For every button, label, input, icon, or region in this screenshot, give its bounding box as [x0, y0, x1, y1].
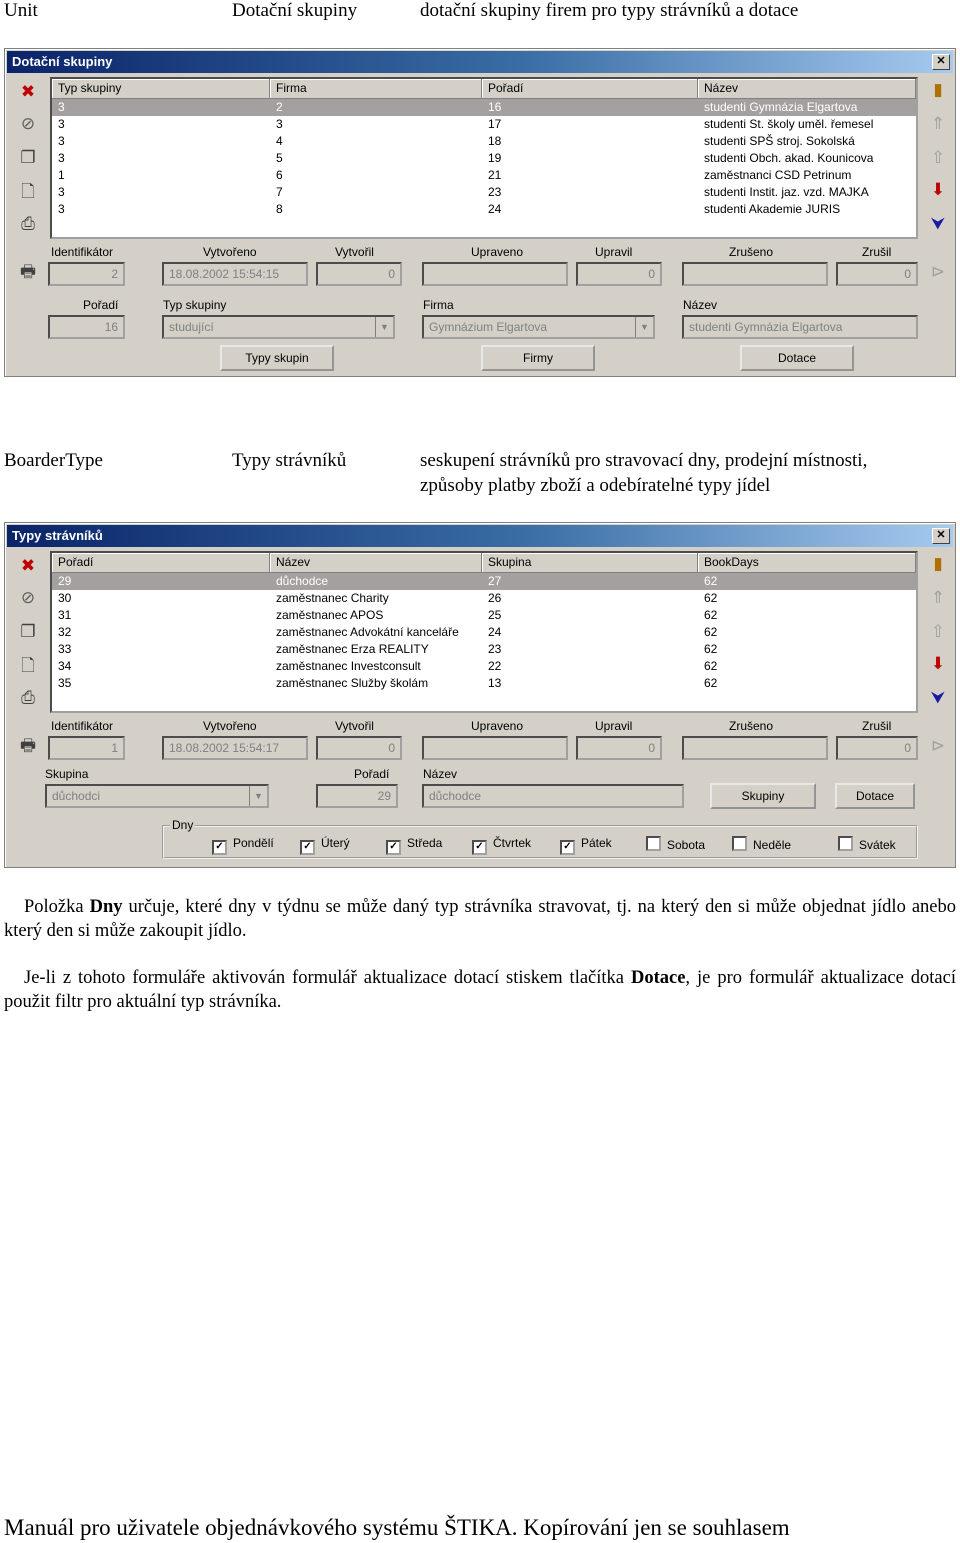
paragraph-text: , je pro formulář aktualizace dotací použit filtr pro aktuální typ strávníka. — [4, 968, 956, 1012]
table-cell: důchodce — [276, 574, 329, 588]
table-row[interactable] — [52, 675, 916, 692]
table-cell: 26 — [488, 591, 502, 605]
table-cell: 62 — [704, 642, 718, 656]
upravil-field[interactable]: 0 — [576, 736, 662, 760]
identifikator-field[interactable]: 1 — [48, 736, 125, 760]
table-cell: 17 — [488, 117, 502, 131]
table-cell: 62 — [704, 608, 718, 622]
delete-icon[interactable]: ✖ — [20, 556, 36, 575]
title-bar — [7, 51, 953, 73]
table-row[interactable] — [52, 150, 916, 167]
delete-icon[interactable]: ✖ — [20, 82, 36, 101]
table-cell: 13 — [488, 676, 502, 690]
firmy-button[interactable]: Firmy — [481, 345, 595, 371]
column-header[interactable]: Pořadí — [52, 553, 270, 573]
print-icon[interactable]: 🖶 — [19, 736, 37, 755]
section-description-line1: seskupení strávníků pro stravovací dny, prodejní místnosti, — [420, 450, 868, 471]
table-cell: 34 — [58, 659, 72, 673]
table-cell: 3 — [58, 185, 65, 199]
table-cell: 62 — [704, 625, 718, 639]
next-icon[interactable]: ⬇ — [930, 180, 946, 199]
table-cell: zaměstnanec Advokátní kanceláře — [276, 625, 459, 639]
page-footer: Manuál pro uživatele objednávkového systému ŠTIKA. Kopírování jen se souhlasem — [4, 1515, 790, 1540]
table-cell: zaměstnanec APOS — [276, 608, 384, 622]
label-nazev: Název — [423, 767, 458, 781]
vytvoreno-field[interactable]: 18.08.2002 15:54:17 — [162, 736, 308, 760]
table-cell: studenti St. školy uměl. řemesel — [704, 117, 874, 131]
skupina-combo[interactable] — [45, 784, 269, 808]
save-icon[interactable]: ⎙ — [21, 688, 35, 707]
paragraph-dny — [4, 895, 956, 943]
table-cell: 3 — [58, 117, 65, 131]
dny-group — [162, 818, 918, 859]
section-name: Dotační skupiny — [232, 0, 358, 21]
table-cell: zaměstnanec Investconsult — [276, 659, 421, 673]
skupina-value: důchodci — [52, 789, 101, 803]
table-row[interactable] — [52, 607, 916, 624]
label-vytvoril: Vytvořil — [335, 245, 374, 259]
skupiny-button[interactable]: Skupiny — [710, 783, 816, 809]
label-upraveno: Upraveno — [471, 719, 524, 733]
day-checkbox[interactable] — [386, 836, 442, 855]
column-header[interactable]: Skupina — [482, 553, 698, 573]
table-cell: 62 — [704, 659, 718, 673]
checkmark-icon[interactable]: ✓ — [386, 840, 401, 855]
upraveno-field[interactable] — [422, 262, 568, 286]
close-button[interactable]: ✕ — [932, 528, 950, 544]
dny-legend: Dny — [172, 818, 194, 832]
label-identifikator: Identifikátor — [51, 719, 114, 733]
table-row[interactable] — [52, 99, 916, 116]
poradi-field[interactable]: 16 — [48, 315, 125, 339]
label-skupina: Skupina — [45, 767, 89, 781]
paragraph-text: Položka — [24, 897, 90, 917]
paragraph-dotace — [4, 966, 956, 1014]
label-zrusil: Zrušil — [862, 719, 892, 733]
new-icon[interactable]: 🗋 — [21, 182, 35, 201]
filter-icon[interactable]: ⊳ — [930, 736, 946, 755]
paragraph-bold: Dny — [89, 897, 123, 917]
checkbox-empty-icon[interactable] — [838, 836, 853, 851]
typ-skupiny-combo[interactable] — [162, 315, 395, 339]
table-row[interactable] — [52, 167, 916, 184]
checkbox-empty-icon[interactable] — [732, 836, 747, 851]
label-nazev: Název — [683, 298, 718, 312]
column-header[interactable]: Pořadí — [482, 79, 698, 99]
table-cell: 23 — [488, 642, 502, 656]
upraveno-field[interactable] — [422, 736, 568, 760]
table-cell: zaměstnanec Charity — [276, 591, 389, 605]
label-poradi: Pořadí — [354, 767, 390, 781]
firma-value: Gymnázium Elgartova — [429, 320, 548, 334]
window-typy-stravniku — [4, 522, 956, 868]
paragraph-text: Je-li z tohoto formuláře aktivován formulář aktualizace dotací stiskem tlačítka — [24, 968, 631, 988]
label-vytvoreno: Vytvořeno — [203, 719, 257, 733]
table-cell: zaměstnanci CSD Petrinum — [704, 168, 852, 182]
table-cell: 3 — [58, 151, 65, 165]
table-row[interactable] — [52, 590, 916, 607]
exit-icon[interactable]: ▮ — [933, 554, 943, 573]
label-zruseno: Zrušeno — [729, 719, 774, 733]
day-checkbox[interactable] — [838, 836, 896, 852]
table-cell: 29 — [58, 574, 72, 588]
table-row[interactable] — [52, 641, 916, 658]
table-cell: zaměstnanec Erza REALITY — [276, 642, 429, 656]
day-label: Pátek — [581, 836, 612, 850]
window-title: Dotační skupiny — [12, 54, 113, 69]
table-cell: 5 — [276, 151, 283, 165]
close-button[interactable]: ✕ — [932, 54, 950, 70]
table-row[interactable] — [52, 201, 916, 218]
table-cell: 2 — [276, 100, 283, 114]
table-cell: 62 — [704, 591, 718, 605]
section-description-line2: způsoby platby zboží a odebíratelné typy jídel — [420, 475, 771, 496]
table-cell: 8 — [276, 202, 283, 216]
prev-icon[interactable]: ⇧ — [930, 622, 946, 641]
table-row[interactable] — [52, 624, 916, 641]
chevron-down-icon[interactable]: ▼ — [375, 317, 393, 337]
table-cell: 16 — [488, 100, 502, 114]
table-row[interactable] — [52, 133, 916, 150]
day-label: Čtvrtek — [493, 836, 532, 850]
checkmark-icon[interactable]: ✓ — [300, 840, 315, 855]
label-upravil: Upravil — [595, 719, 633, 733]
print-icon[interactable]: 🖶 — [19, 262, 37, 281]
paragraph-bold: Dotace — [630, 968, 686, 988]
chevron-down-icon[interactable]: ▼ — [635, 317, 653, 337]
table-cell: 62 — [704, 574, 718, 588]
table-row[interactable] — [52, 573, 916, 590]
dotace-button[interactable]: Dotace — [740, 345, 854, 371]
table-row[interactable] — [52, 184, 916, 201]
table-cell: 27 — [488, 574, 502, 588]
checkmark-icon[interactable]: ✓ — [560, 840, 575, 855]
table-row[interactable] — [52, 658, 916, 675]
filter-icon[interactable]: ⊳ — [930, 262, 946, 281]
label-upravil: Upravil — [595, 245, 633, 259]
table-cell: 31 — [58, 608, 72, 622]
section-name: Typy strávníků — [232, 450, 347, 471]
label-vytvoreno: Vytvořeno — [203, 245, 257, 259]
table-cell: 33 — [58, 642, 72, 656]
day-label: Sobota — [667, 838, 706, 852]
day-label: Svátek — [859, 838, 896, 852]
table-cell: studenti Akademie JURIS — [704, 202, 841, 216]
table-cell: 24 — [488, 202, 502, 216]
zrusil-field[interactable]: 0 — [836, 736, 918, 760]
table-cell: 3 — [58, 202, 65, 216]
table-cell: 3 — [58, 100, 65, 114]
day-checkbox[interactable] — [732, 836, 791, 852]
table-cell: 35 — [58, 676, 72, 690]
label-zrusil: Zrušil — [862, 245, 892, 259]
last-icon[interactable]: ⮟ — [930, 214, 946, 233]
day-checkbox[interactable] — [646, 836, 705, 852]
day-label: Středa — [407, 836, 443, 850]
window-title: Typy strávníků — [12, 528, 103, 543]
label-zruseno: Zrušeno — [729, 245, 774, 259]
checkmark-icon[interactable]: ✓ — [212, 840, 227, 855]
data-grid[interactable] — [50, 77, 918, 239]
checkmark-icon[interactable]: ✓ — [472, 840, 487, 855]
unit-label: Unit — [4, 0, 38, 21]
table-cell: 32 — [58, 625, 72, 639]
last-icon[interactable]: ⮟ — [930, 688, 946, 707]
table-cell: 4 — [276, 134, 283, 148]
day-label: Neděle — [753, 838, 792, 852]
day-checkbox[interactable] — [212, 836, 274, 855]
next-icon[interactable]: ⬇ — [930, 654, 946, 673]
table-cell: 23 — [488, 185, 502, 199]
label-firma: Firma — [423, 298, 454, 312]
first-icon[interactable]: ⇑ — [930, 114, 946, 133]
table-cell: studenti SPŠ stroj. Sokolská — [704, 134, 855, 148]
day-checkbox[interactable] — [300, 836, 350, 855]
table-cell: studenti Gymnázia Elgartova — [704, 100, 858, 114]
copy-icon[interactable]: ❐ — [20, 622, 36, 641]
table-cell: 7 — [276, 185, 283, 199]
upravil-field[interactable]: 0 — [576, 262, 662, 286]
table-row[interactable] — [52, 116, 916, 133]
paragraph-text: určuje, které dny v týdnu se může daný typ strávníka stravovat, tj. na který den si může objednat jídlo anebo který den si může zakoupit jídlo. — [4, 897, 956, 941]
table-cell: studenti Obch. akad. Kounicova — [704, 151, 874, 165]
zruseno-field[interactable] — [682, 262, 828, 286]
zrusil-field[interactable]: 0 — [836, 262, 918, 286]
column-header[interactable]: Typ skupiny — [52, 79, 270, 99]
table-cell: zaměstnanec Služby školám — [276, 676, 429, 690]
table-cell: 1 — [58, 168, 65, 182]
vytvoril-field[interactable]: 0 — [316, 262, 402, 286]
column-header[interactable]: BookDays — [698, 553, 916, 573]
table-cell: 18 — [488, 134, 502, 148]
unit-label: BoarderType — [4, 450, 103, 471]
dotace-button[interactable]: Dotace — [835, 783, 915, 809]
poradi-field[interactable]: 29 — [316, 784, 398, 808]
table-cell: studenti Instit. jaz. vzd. MAJKA — [704, 185, 869, 199]
label-identifikator: Identifikátor — [51, 245, 114, 259]
prev-icon[interactable]: ⇧ — [930, 148, 946, 167]
zruseno-field[interactable] — [682, 736, 828, 760]
section-description: dotační skupiny firem pro typy strávníků a dotace — [420, 0, 799, 21]
firma-combo[interactable] — [422, 315, 655, 339]
cancel-icon[interactable]: ⊘ — [20, 588, 36, 607]
chevron-down-icon[interactable]: ▼ — [249, 786, 267, 806]
table-cell: 3 — [276, 117, 283, 131]
table-cell: 6 — [276, 168, 283, 182]
data-grid[interactable] — [50, 551, 918, 713]
cancel-icon[interactable]: ⊘ — [20, 114, 36, 133]
title-bar — [7, 525, 953, 547]
label-vytvoril: Vytvořil — [335, 719, 374, 733]
table-cell: 30 — [58, 591, 72, 605]
table-cell: 24 — [488, 625, 502, 639]
day-checkbox[interactable] — [472, 836, 531, 855]
vytvoril-field[interactable]: 0 — [316, 736, 402, 760]
first-icon[interactable]: ⇑ — [930, 588, 946, 607]
column-header[interactable]: Název — [698, 79, 916, 99]
typ-skupiny-value: studující — [169, 320, 214, 334]
window-dotacni-skupiny — [4, 48, 956, 377]
exit-icon[interactable]: ▮ — [933, 80, 943, 99]
label-upraveno: Upraveno — [471, 245, 524, 259]
new-icon[interactable]: 🗋 — [21, 656, 35, 675]
day-label: Úterý — [321, 836, 350, 850]
label-typ-skupiny: Typ skupiny — [163, 298, 227, 312]
table-cell: 19 — [488, 151, 502, 165]
checkbox-empty-icon[interactable] — [646, 836, 661, 851]
table-cell: 21 — [488, 168, 502, 182]
day-label: Pondělí — [233, 836, 274, 850]
nazev-field[interactable]: studenti Gymnázia Elgartova — [682, 315, 918, 339]
day-checkbox[interactable] — [560, 836, 612, 855]
column-header[interactable]: Firma — [270, 79, 482, 99]
column-header[interactable]: Název — [270, 553, 482, 573]
nazev-field[interactable]: důchodce — [422, 784, 684, 808]
save-icon[interactable]: ⎙ — [21, 214, 35, 233]
typy-skupin-button[interactable]: Typy skupin — [220, 345, 334, 371]
table-cell: 22 — [488, 659, 502, 673]
table-cell: 62 — [704, 676, 718, 690]
table-cell: 25 — [488, 608, 502, 622]
label-poradi: Pořadí — [83, 298, 119, 312]
table-cell: 3 — [58, 134, 65, 148]
vytvoreno-field[interactable]: 18.08.2002 15:54:15 — [162, 262, 308, 286]
copy-icon[interactable]: ❐ — [20, 148, 36, 167]
identifikator-field[interactable]: 2 — [48, 262, 125, 286]
